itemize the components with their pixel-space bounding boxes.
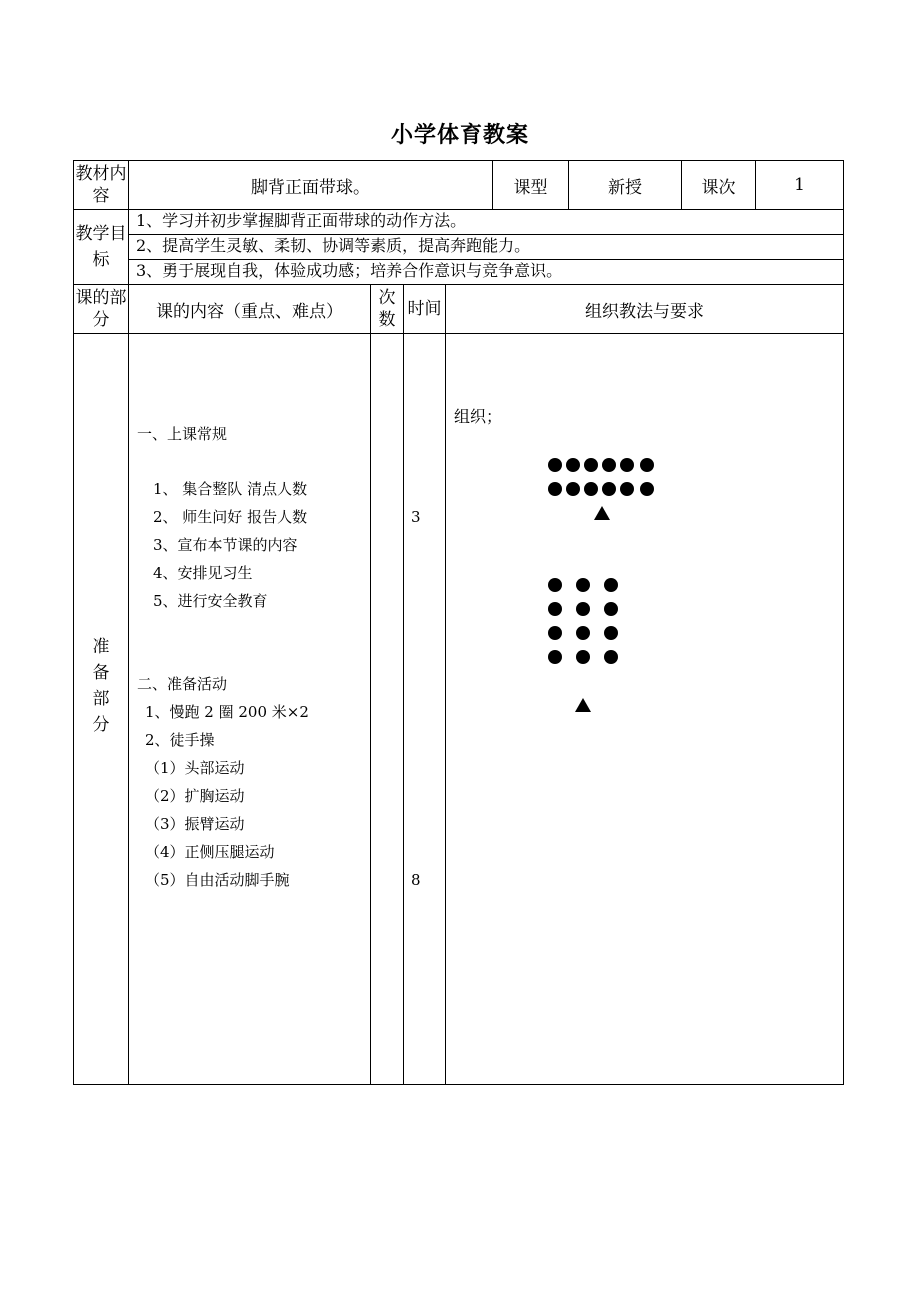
col-content-header: 课的内容（重点、难点） — [156, 301, 343, 322]
list-item: （1）头部运动 — [145, 759, 245, 777]
list-item: （2）扩胸运动 — [145, 787, 245, 805]
list-item: 4、安排见习生 — [153, 564, 253, 582]
org-label: 组织； — [454, 407, 503, 426]
page-title: 小学体育教案 — [390, 122, 529, 148]
list-item: （3）振臂运动 — [145, 815, 245, 833]
type-value: 新授 — [608, 177, 642, 198]
list-item: 5、进行安全教育 — [153, 592, 268, 610]
list-item: （4）正侧压腿运动 — [145, 843, 275, 861]
section2-title: 二、准备活动 — [137, 675, 228, 693]
material-value: 脚背正面带球。 — [251, 177, 370, 198]
section1-title: 一、上课常规 — [137, 425, 228, 443]
session-value: 1 — [794, 175, 805, 195]
col-count-header: 次数 — [378, 288, 396, 330]
prep-part-label: 准备部分 — [92, 637, 110, 735]
teacher-triangle-icon — [594, 506, 610, 520]
teacher-triangle-icon — [575, 698, 591, 712]
section2-time: 8 — [411, 871, 421, 889]
section1-time: 3 — [411, 508, 421, 526]
list-item: （5）自由活动脚手腕 — [145, 871, 290, 889]
list-item: 2、 师生问好 报告人数 — [153, 508, 308, 526]
list-item: 3、宣布本节课的内容 — [153, 536, 298, 554]
list-item: 1、 集合整队 清点人数 — [153, 480, 308, 498]
list-item: 2、徒手操 — [145, 731, 215, 749]
material-label: 教材内容 — [75, 164, 127, 206]
goal-item: 1、学习并初步掌握脚背正面带球的动作方法。 — [136, 211, 467, 230]
type-label: 课型 — [513, 177, 548, 198]
goal-item: 3、勇于展现自我，体验成功感；培养合作意识与竞争意识。 — [136, 261, 563, 280]
goals-label: 教学目标 — [75, 224, 127, 270]
col-method-header: 组织教法与要求 — [585, 301, 704, 322]
goal-item: 2、提高学生灵敏、柔韧、协调等素质，提高奔跑能力。 — [136, 236, 531, 255]
col-part-header: 课的部分 — [75, 288, 127, 330]
col-time-header: 时间 — [407, 299, 442, 319]
list-item: 1、慢跑 2 圈 200 米×2 — [145, 703, 309, 721]
session-label: 课次 — [701, 177, 736, 198]
